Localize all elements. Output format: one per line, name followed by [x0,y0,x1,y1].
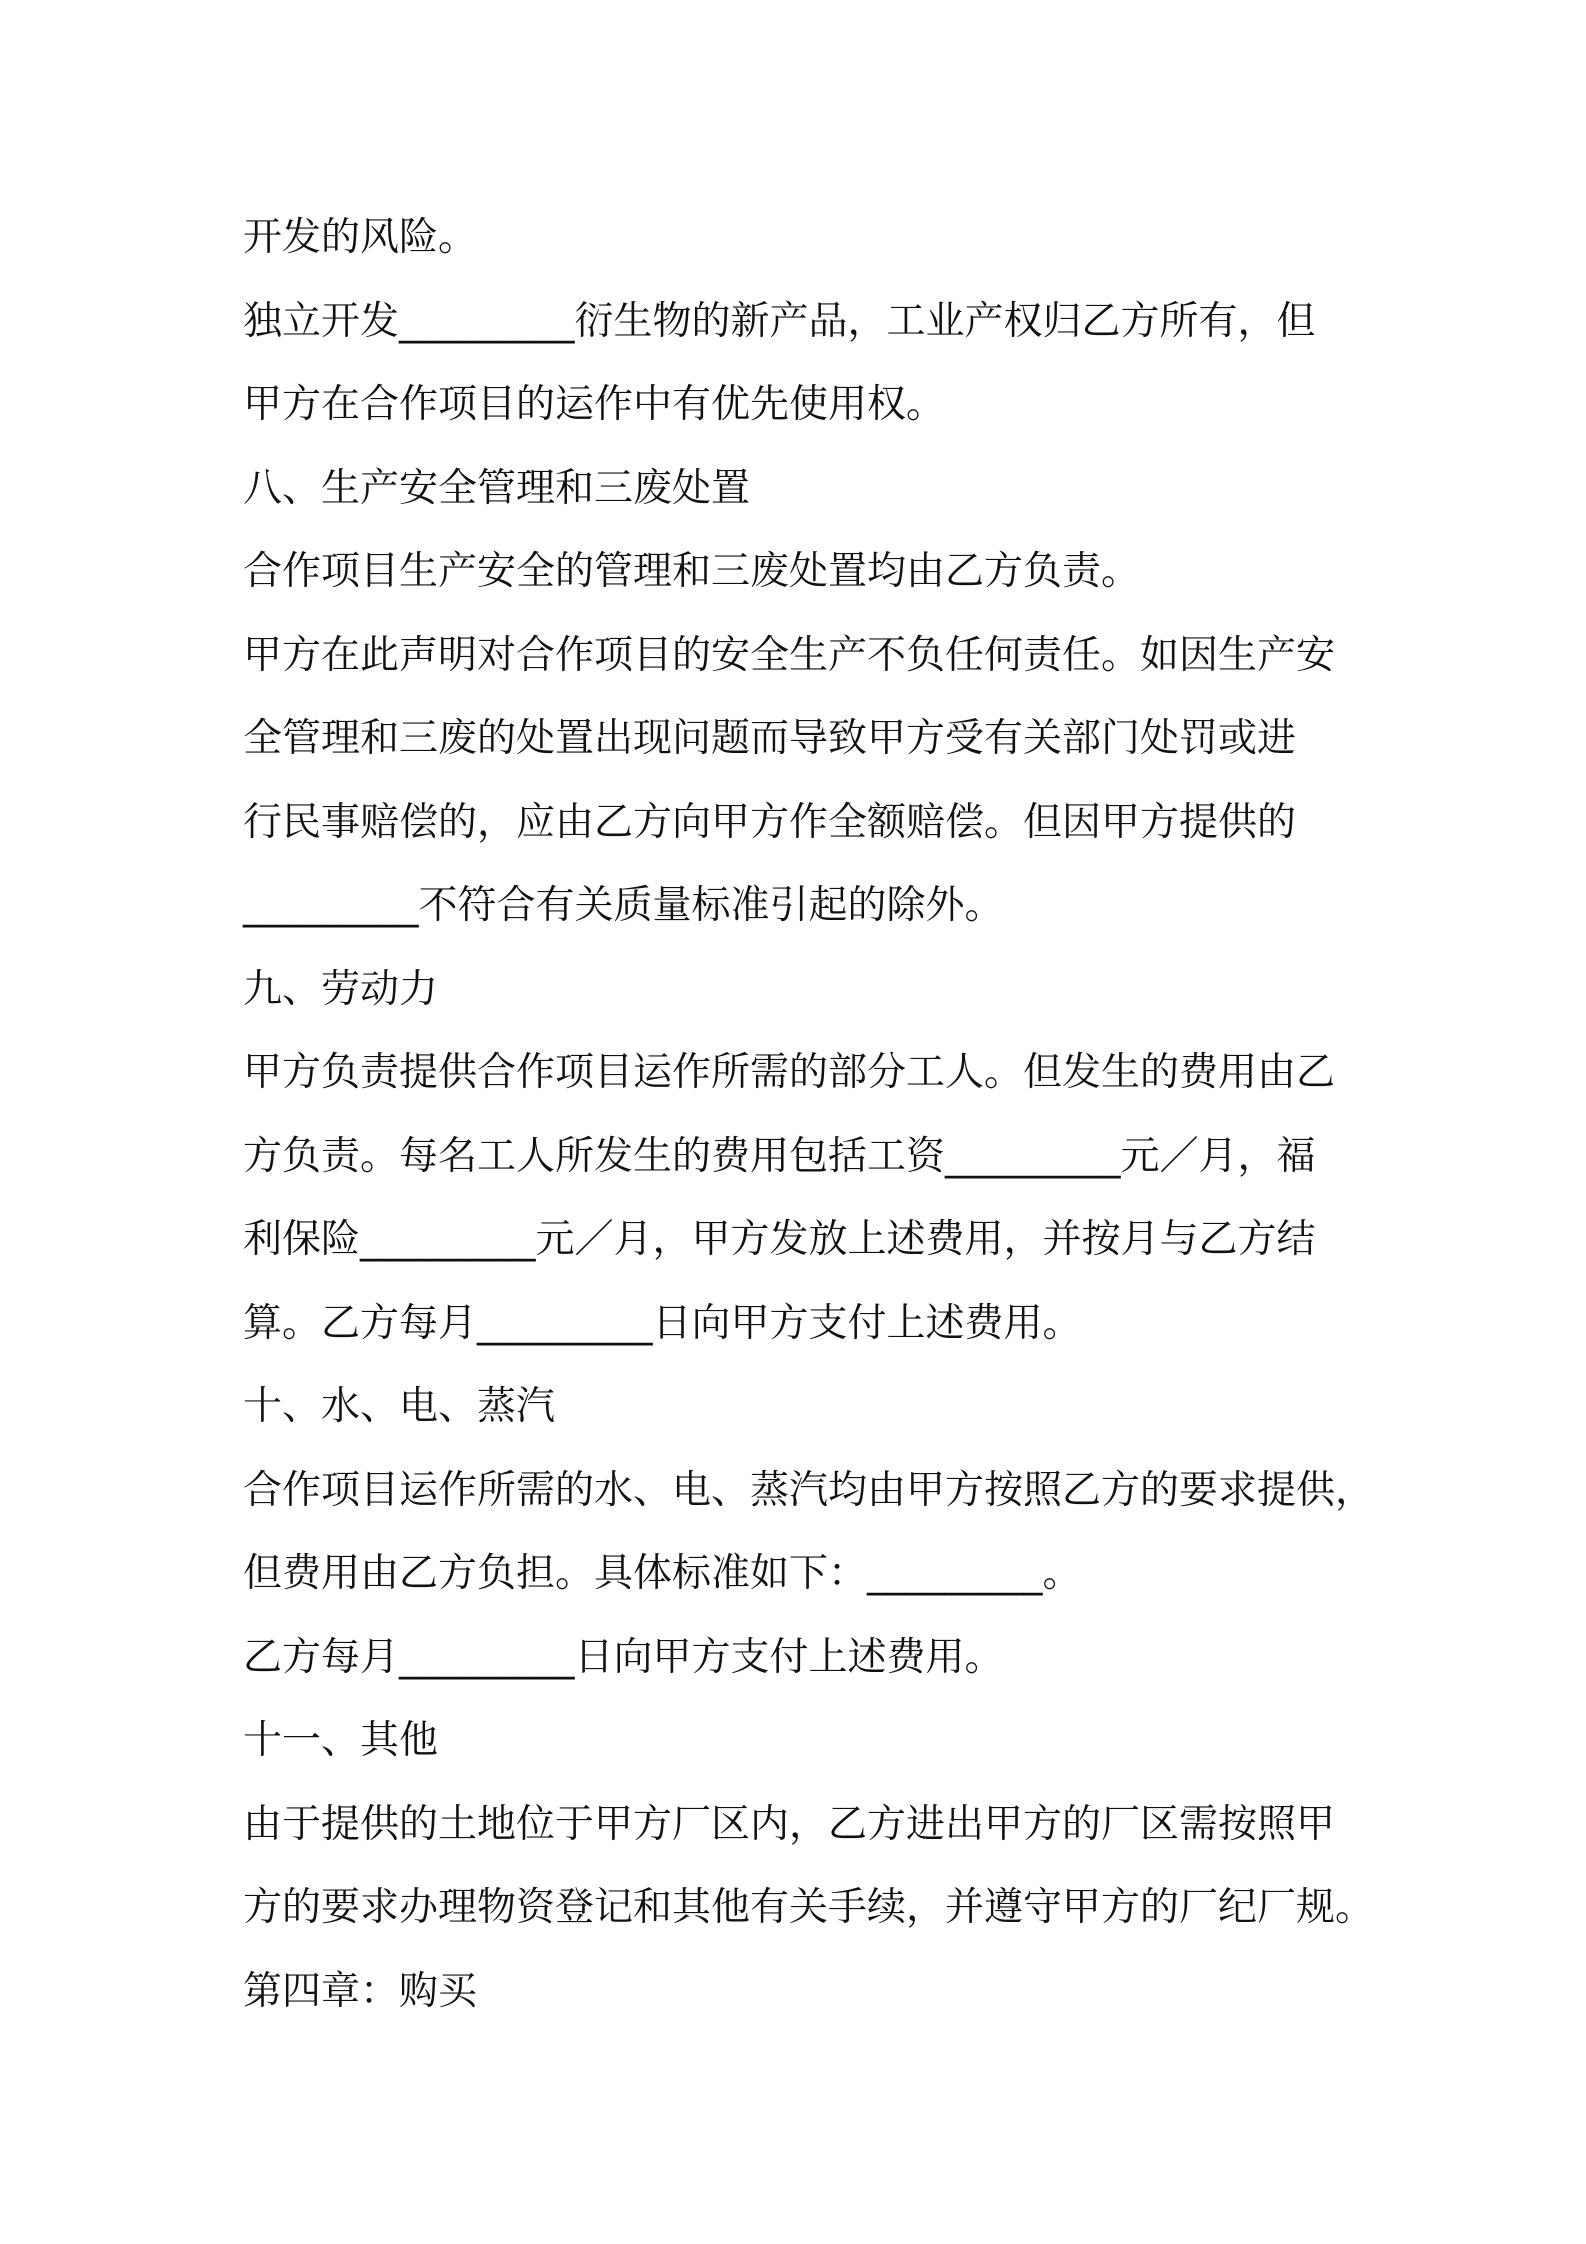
text-line: 甲方负责提供合作项目运作所需的部分工人。但发生的费用由乙 [243,1050,1336,1095]
text-line: 行民事赔偿的，应由乙方向甲方作全额赔偿。但因甲方提供的 [243,799,1297,845]
text-line: 合作项目生产安全的管理和三废处置均由乙方负责。 [243,549,1141,594]
section-heading: 八、生产安全管理和三废处置 [243,465,751,511]
chapter-heading: 第四章：购买 [243,1968,478,2014]
text-line: 但费用由乙方负担。具体标准如下：_________。 [243,1551,1082,1596]
text-line: _________不符合有关质量标准引起的除外。 [243,883,1004,928]
document-body [243,196,1373,2033]
text-line: 由于提供的土地位于甲方厂区内，乙方进出甲方的厂区需按照甲 [243,1801,1336,1847]
text-line: 算。乙方每月_________日向甲方支付上述费用。 [243,1300,1082,1346]
text-line: 甲方在此声明对合作项目的安全生产不负任何责任。如因生产安 [243,632,1336,678]
text-line: 全管理和三废的处置出现问题而导致甲方受有关部门处罚或进 [243,716,1297,761]
text-line: 利保险_________元／月，甲方发放上述费用，并按月与乙方结 [243,1217,1316,1262]
text-line: 独立开发_________衍生物的新产品，工业产权归乙方所有，但 [243,298,1316,344]
text-line: 甲方在合作项目的运作中有优先使用权。 [243,382,946,427]
text-line: 开发的风险。 [243,215,478,260]
section-heading: 十一、其他 [243,1718,439,1763]
section-heading: 十、水、电、蒸汽 [243,1384,556,1429]
section-heading: 九、劳动力 [243,966,439,1012]
text-line: 方负责。每名工人所发生的费用包括工资_________元／月，福 [243,1133,1316,1179]
text-line: 方的要求办理物资登记和其他有关手续，并遵守甲方的厂纪厂规。 [243,1885,1375,1930]
text-line: 乙方每月_________日向甲方支付上述费用。 [243,1634,1004,1680]
text-line: 合作项目运作所需的水、电、蒸汽均由甲方按照乙方的要求提供， [243,1467,1375,1513]
